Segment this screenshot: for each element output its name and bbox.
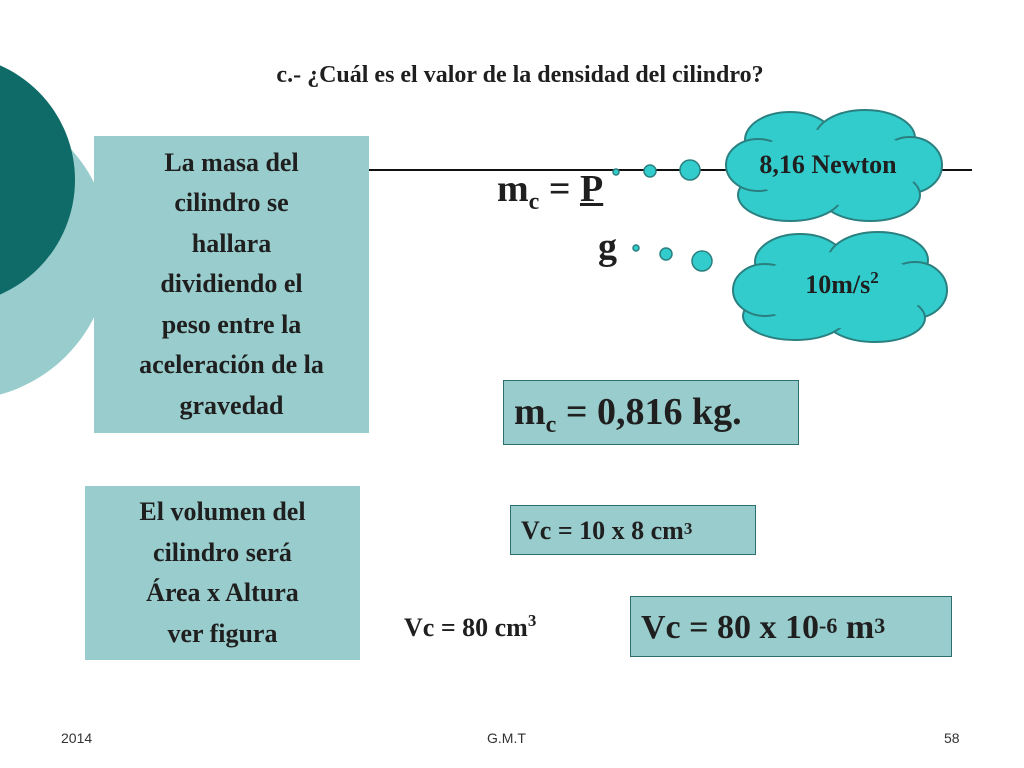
footer-author: G.M.T [487, 730, 526, 746]
formula-g: g [598, 226, 617, 268]
formula-m: m [497, 168, 529, 210]
volume-value [404, 613, 536, 643]
formula-subscript-c: c [528, 189, 540, 215]
volume-formula-exponent: 3 [683, 519, 693, 538]
cloud-gravity-bubbles [633, 245, 712, 271]
formula-equals: = [539, 168, 580, 210]
result-subscript-c: c [545, 412, 557, 438]
volume-formula-box [510, 505, 756, 555]
result-m: m [514, 391, 546, 433]
mass-explanation-text: La masa del cilindro se hallara dividiendo el peso entre la aceleración de la gravedad [139, 147, 324, 420]
volume-value-text: Vc = 80 cm [404, 613, 528, 642]
volume-si-unit-exponent: 3 [874, 613, 886, 638]
slide-title: c.- ¿Cuál es el valor de la densidad del cilindro? [276, 62, 764, 88]
cloud-gravity-base: 10m/s [805, 270, 871, 299]
cloud-weight-bubbles [613, 160, 700, 180]
volume-si-box [630, 596, 952, 657]
volume-si-exponent: -6 [819, 613, 838, 638]
cloud-weight-label: 8,16 Newton [759, 150, 897, 179]
volume-explanation-box [85, 486, 360, 660]
volume-formula-text: Vc = 10 x 8 cm [521, 516, 684, 545]
volume-value-exponent: 3 [527, 611, 537, 630]
volume-explanation-text: El volumen del cilindro será Área x Altura ver figura [139, 497, 306, 648]
cloud-gravity-label [742, 270, 942, 300]
cloud-gravity-exponent: 2 [870, 268, 879, 287]
formula-p: P [579, 168, 604, 210]
volume-si-text: Vc = 80 x 10 [641, 609, 820, 646]
footer-year: 2014 [61, 730, 93, 746]
footer-page-number: 58 [944, 730, 960, 746]
mass-result-box [503, 380, 799, 445]
volume-si-unit: m [837, 609, 875, 646]
result-mass-value: = 0,816 kg. [556, 391, 742, 433]
